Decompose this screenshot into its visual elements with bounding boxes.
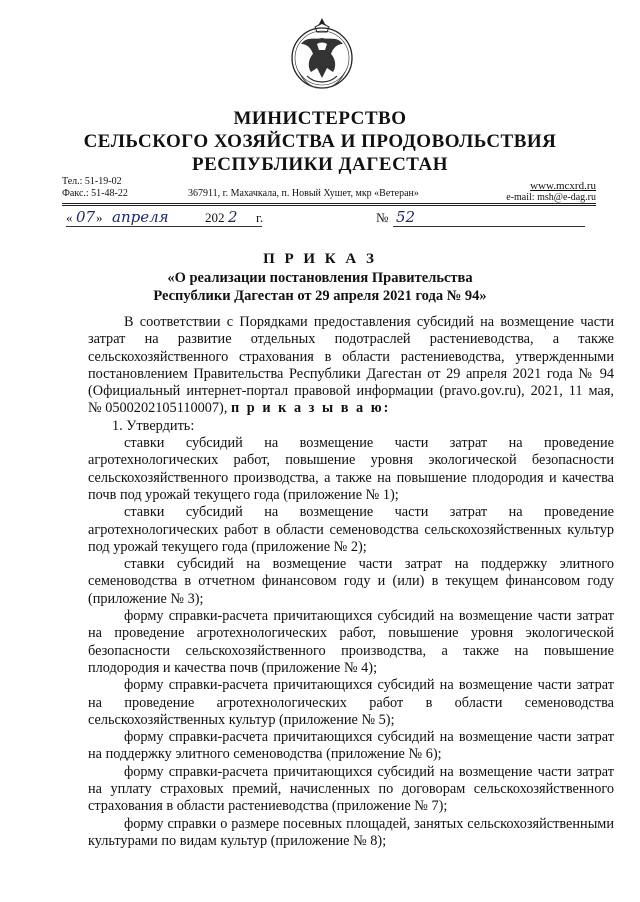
date-year-suffix: г.	[256, 210, 264, 225]
paragraph-appendix-5: форму справки-расчета причитающихся субсидий на возмещение части затрат на проведение агротехнологических работ в области семеноводства сельскохозяйственных культур (приложение № 5);	[88, 677, 614, 728]
website-link[interactable]: www.mcxrd.ru	[530, 180, 596, 192]
coat-of-arms-icon	[287, 14, 357, 98]
fax-number: Факс.: 51-48-22	[62, 188, 128, 199]
date-underline	[66, 226, 262, 227]
item-1: 1. Утвердить:	[112, 417, 195, 434]
date-year-prefix: 202	[205, 210, 225, 225]
paragraph-appendix-6: форму справки-расчета причитающихся субсидий на возмещение части затрат на поддержку элитного семеноводства (приложение № 6);	[88, 729, 614, 763]
number-underline	[393, 226, 585, 227]
phone-number: Тел.: 51-19-02	[62, 176, 122, 187]
order-dateline	[0, 208, 640, 230]
date-close-quote: »	[96, 210, 103, 225]
ministry-title-line1: МИНИСТЕРСТВО	[233, 108, 407, 129]
email-address[interactable]: e-mail: msh@e-dag.ru	[506, 192, 596, 203]
paragraph-appendix-1: ставки субсидий на возмещение части затрат на проведение агротехнологических работ, повышение уровня экологической безопасности сельскохозяйственного производства, а также на повышение плодородия и качества почв под урожай текущего года (приложение № 1);	[88, 435, 614, 503]
header-divider	[62, 203, 596, 204]
order-subtitle-line2: Республики Дагестан от 29 апреля 2021 года № 94»	[153, 288, 487, 304]
order-body	[88, 314, 614, 850]
ministry-title-line3: РЕСПУБЛИКИ ДАГЕСТАН	[191, 154, 449, 175]
intro-paragraph	[88, 314, 614, 418]
date-month: апреля	[112, 208, 169, 226]
intro-text: В соответствии с Порядками предоставления субсидий на возмещение части затрат на развитие отдельных подотраслей растениеводства, а также сельскохозяйственного страхования в области растениеводства, утвержденными постановлением Правительства Республики Дагестан от 29 апреля 2021 года № 94 (Официальный интернет-портал правовой информации (pravo.gov.ru), 2021, 11 мая, № 0500202105110007),	[88, 314, 614, 417]
date-day: 07	[76, 208, 96, 226]
postal-address: 367911, г. Махачкала, п. Новый Хушет, мкр «Ветеран»	[188, 188, 419, 199]
paragraph-appendix-8: форму справки о размере посевных площадей, занятых сельскохозяйственными культурами по видам культур (приложение № 8);	[88, 815, 614, 849]
order-subtitle-line1: «О реализации постановления Правительства	[167, 270, 473, 286]
paragraph-appendix-3: ставки субсидий на возмещение части затрат на поддержку элитного семеноводства в отчетном финансовом году и (или) в текущем финансовом году (приложение № 3);	[88, 556, 614, 607]
order-number-label: №	[376, 210, 389, 225]
date-open-quote: «	[66, 210, 73, 225]
order-number: 52	[396, 208, 416, 226]
orders-keyword: п р и к а з ы в а ю:	[230, 400, 391, 417]
date-year-digit: 2	[228, 208, 238, 226]
order-title: П Р И К А З	[263, 251, 377, 267]
paragraph-appendix-4: форму справки-расчета причитающихся субсидий на возмещение части затрат на проведение агротехнологических работ, повышение уровня экологической безопасности сельскохозяйственного производства, а также на повышение плодородия и качества почв (приложение № 4);	[88, 608, 614, 676]
paragraph-appendix-7: форму справки-расчета причитающихся субсидий на возмещение части затрат на уплату страховых премий, начисленных по договорам сельскохозяйственного страхования в области растениеводства (приложение № 7);	[88, 763, 614, 815]
ministry-title-line2: СЕЛЬСКОГО ХОЗЯЙСТВА И ПРОДОВОЛЬСТВИЯ	[83, 131, 557, 152]
header-divider-secondary	[62, 205, 596, 206]
paragraph-appendix-2: ставки субсидий на возмещение части затрат на проведение агротехнологических работ в области семеноводства сельскохозяйственных культур под урожай текущего года (приложение № 2);	[88, 504, 614, 555]
